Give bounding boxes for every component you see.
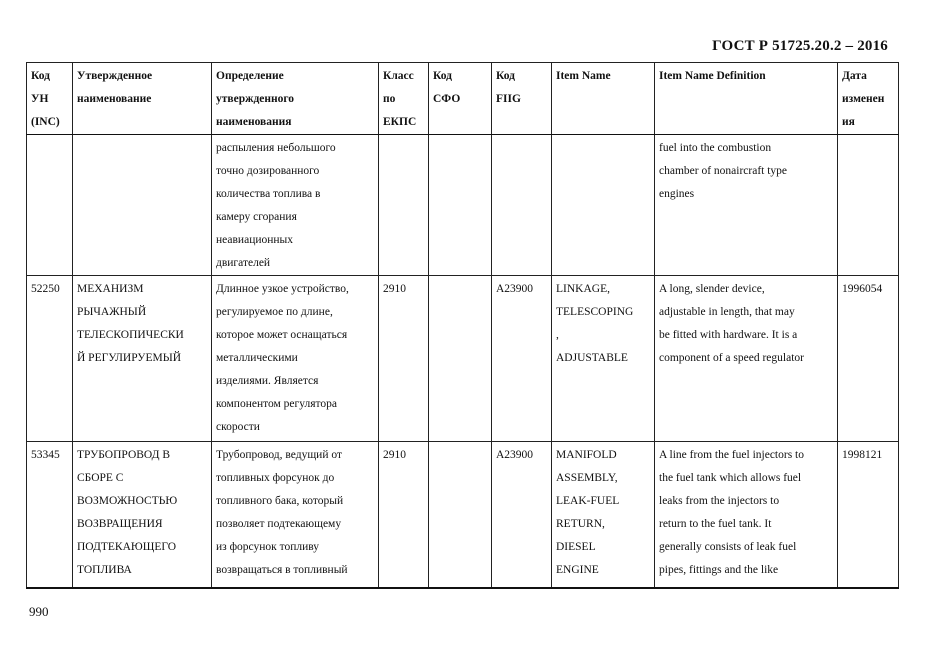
document-id: ГОСТ Р 51725.20.2 – 2016 bbox=[712, 38, 888, 54]
column-header-inc: Код УН (INC) bbox=[27, 63, 73, 135]
cell-inc bbox=[27, 135, 73, 276]
cell-sfo-code bbox=[429, 135, 492, 276]
cell-inc: 53345 bbox=[27, 442, 73, 588]
cell-definition: Длинное узкое устройство, регулируемое по длине, которое может оснащаться металлическими изделиями. Является компонентом регулятора скорости bbox=[212, 276, 379, 442]
cell-ekps-class: 2910 bbox=[379, 442, 429, 588]
column-header-sfo-code: Код СФО bbox=[429, 63, 492, 135]
cell-fiig-code bbox=[492, 135, 552, 276]
column-header-ekps-class: Класс по ЕКПС bbox=[379, 63, 429, 135]
cell-approved-name: ТРУБОПРОВОД В СБОРЕ С ВОЗМОЖНОСТЬЮ ВОЗВРАЩЕНИЯ ПОДТЕКАЮЩЕГО ТОПЛИВА bbox=[73, 442, 212, 588]
column-header-fiig-code: Код FIIG bbox=[492, 63, 552, 135]
column-header-item-name: Item Name bbox=[552, 63, 655, 135]
cell-approved-name: МЕХАНИЗМ РЫЧАЖНЫЙ ТЕЛЕСКОПИЧЕСКИ Й РЕГУЛИРУЕМЫЙ bbox=[73, 276, 212, 442]
cell-item-name-definition: fuel into the combustion chamber of nonaircraft type engines bbox=[655, 135, 838, 276]
cell-definition: Трубопровод, ведущий от топливных форсунок до топливного бака, который позволяет подтекающему из форсунок топливу возвращаться в топливный bbox=[212, 442, 379, 588]
cell-change-date: 1996054 bbox=[838, 276, 899, 442]
cell-fiig-code: A23900 bbox=[492, 276, 552, 442]
cell-item-name: MANIFOLD ASSEMBLY, LEAK-FUEL RETURN, DIESEL ENGINE bbox=[552, 442, 655, 588]
table-header-row bbox=[27, 63, 899, 135]
catalog-table bbox=[26, 62, 899, 589]
cell-approved-name bbox=[73, 135, 212, 276]
cell-item-name: LINKAGE, TELESCOPING , ADJUSTABLE bbox=[552, 276, 655, 442]
table-row bbox=[27, 135, 899, 276]
cell-item-name-definition: A long, slender device, adjustable in length, that may be fitted with hardware. It is a component of a speed regulator bbox=[655, 276, 838, 442]
cell-change-date bbox=[838, 135, 899, 276]
cell-inc: 52250 bbox=[27, 276, 73, 442]
column-header-change-date: Дата изменен ия bbox=[838, 63, 899, 135]
cell-ekps-class bbox=[379, 135, 429, 276]
table-row bbox=[27, 276, 899, 442]
cell-ekps-class: 2910 bbox=[379, 276, 429, 442]
cell-sfo-code bbox=[429, 276, 492, 442]
cell-item-name-definition: A line from the fuel injectors to the fuel tank which allows fuel leaks from the injectors to return to the fuel tank. It generally consists of leak fuel pipes, fittings and the like bbox=[655, 442, 838, 588]
page-number: 990 bbox=[29, 604, 49, 619]
column-header-definition: Определение утвержденного наименования bbox=[212, 63, 379, 135]
cell-sfo-code bbox=[429, 442, 492, 588]
cell-fiig-code: A23900 bbox=[492, 442, 552, 588]
cell-item-name bbox=[552, 135, 655, 276]
table-row bbox=[27, 442, 899, 588]
cell-definition: распыления небольшого точно дозированного количества топлива в камеру сгорания неавиационных двигателей bbox=[212, 135, 379, 276]
cell-change-date: 1998121 bbox=[838, 442, 899, 588]
column-header-approved-name: Утвержденное наименование bbox=[73, 63, 212, 135]
column-header-item-name-definition: Item Name Definition bbox=[655, 63, 838, 135]
